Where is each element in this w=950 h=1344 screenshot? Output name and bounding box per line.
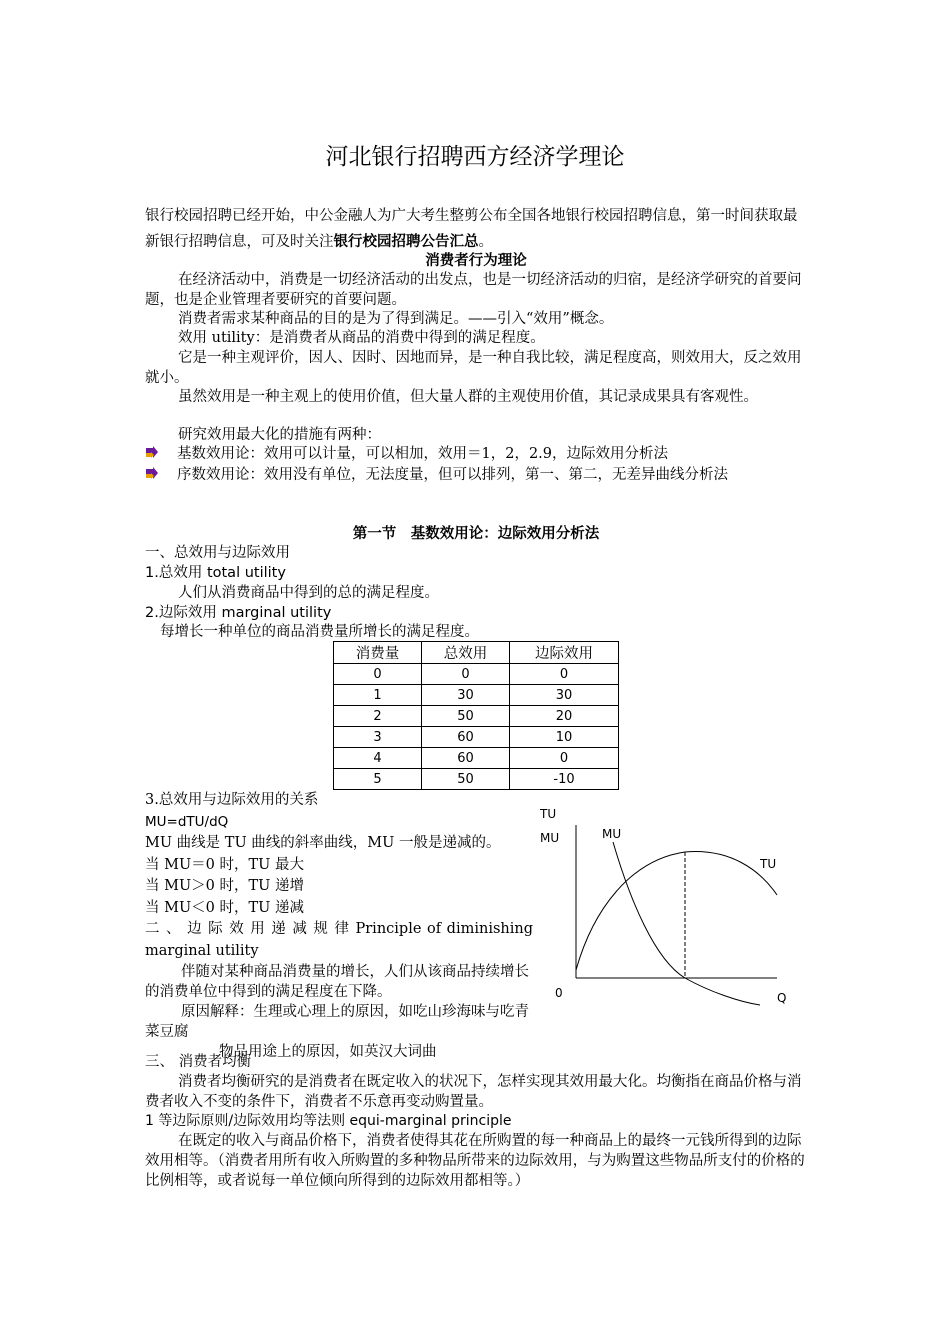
- law-text-1: 伴随对某种商品消费量的增长，人们从该商品持续增长的消费单位中得到的满足程度在下降。: [145, 964, 529, 1000]
- tu-mu-graph: [535, 800, 805, 1010]
- relation-heading: 3.总效用与边际效用的关系: [145, 792, 319, 808]
- total-utility-definition: 人们从消费商品中得到的总的满足程度。: [178, 585, 439, 601]
- equilibrium-heading: 三、 消费者均衡: [145, 1054, 252, 1070]
- paragraph-3: 效用 utility：是消费者从商品的消费中得到的满足程度。: [178, 330, 545, 346]
- origin-label: 0: [555, 986, 563, 1000]
- tu-curve: [576, 852, 777, 970]
- table-cell: 10: [510, 727, 619, 748]
- utility-table: [333, 641, 619, 790]
- relation-line-2: 当 MU＝0 时，TU 最大: [145, 856, 305, 873]
- table-cell: 60: [422, 727, 510, 748]
- relation-line-3: 当 MU＞0 时，TU 递增: [145, 878, 305, 894]
- tu-curve-label: TU: [760, 857, 777, 871]
- table-header-row: [334, 642, 619, 664]
- table-cell: -10: [510, 769, 619, 790]
- table-cell: 0: [510, 748, 619, 769]
- paragraph-6: 研究效用最大化的措施有两种：: [178, 427, 381, 443]
- intro-text: 银行校园招聘已经开始，中公金融人为广大考生整剪公布全国各地银行校园招聘信息，第一时间获取最新银行招聘信息，可及时关注: [145, 208, 798, 250]
- equi-marginal-text: 在既定的收入与商品价格下，消费者使得其花在所购置的每一种商品上的最终一元钱所得到的边际效用相等。（消费者用所有收入所购置的多种物品所带来的边际效用，与为购置这些物品所支付的价格的比例相等，或者说每一单位倾向所得到的边际效用都相等。）: [145, 1133, 805, 1189]
- table-cell: 0: [510, 664, 619, 685]
- marginal-utility-definition: 每增长一种单位的商品消费量所增长的满足程度。: [160, 624, 479, 640]
- page-title: 河北银行招聘西方经济学理论: [325, 144, 625, 170]
- table-cell: 4: [334, 748, 422, 769]
- table-cell: 1: [334, 685, 422, 706]
- subheading-marginal-utility: 2.边际效用 marginal utility: [145, 605, 332, 621]
- table-cell: 20: [510, 706, 619, 727]
- mu-curve-label: MU: [602, 827, 622, 841]
- bullet-cardinal-utility: 基数效用论：效用可以计量，可以相加，效用＝1，2，2.9，边际效用分析法: [177, 446, 669, 462]
- table-row: [334, 769, 619, 790]
- y-label-tu: TU: [540, 807, 557, 821]
- paragraph-2: 消费者需求某种商品的目的是为了得到满足。——引入“效用”概念。: [178, 311, 614, 327]
- y-label-mu: MU: [540, 831, 560, 845]
- arrow-bullet-icon: [145, 467, 159, 481]
- table-header: 总效用: [422, 642, 510, 664]
- equilibrium-text: 消费者均衡研究的是消费者在既定收入的状况下，怎样实现其效用最大化。均衡指在商品价格与消费者收入不变的条件下，消费者不乐意再变动购置量。: [145, 1074, 802, 1110]
- table-cell: 30: [510, 685, 619, 706]
- table-cell: 5: [334, 769, 422, 790]
- relation-line-1: MU 曲线是 TU 曲线的斜率曲线，MU 一般是递减的。: [145, 835, 501, 851]
- table-cell: 60: [422, 748, 510, 769]
- law-text-3: 物品用途上的原因，如英汉大词曲: [219, 1044, 437, 1060]
- relation-line-4: 当 MU＜0 时，TU 递减: [145, 899, 305, 916]
- heading-consumer-behavior: 消费者行为理论: [425, 252, 527, 269]
- intro-end: 。: [478, 234, 493, 250]
- table-cell: 0: [422, 664, 510, 685]
- table-header: 消费量: [334, 642, 422, 664]
- paragraph-1: 在经济活动中，消费是一切经济活动的出发点，也是一切经济活动的归宿，是经济学研究的首要问题，也是企业管理者要研究的首要问题。: [145, 272, 802, 308]
- arrow-bullet-icon: [145, 446, 159, 460]
- relation-block: [145, 790, 533, 1062]
- mu-curve: [613, 842, 760, 1005]
- paragraph-4: 它是一种主观评价，因人、因时、因地而异，是一种自我比较，满足程度高，则效用大，反之效用就小。: [145, 350, 802, 386]
- bank-recruit-link[interactable]: 银行校园招聘公告汇总: [333, 233, 479, 250]
- table-header: 边际效用: [510, 642, 619, 664]
- table-cell: 50: [422, 769, 510, 790]
- table-cell: 0: [334, 664, 422, 685]
- section-1-heading: 第一节 基数效用论：边际效用分析法: [352, 525, 600, 542]
- table-row: [334, 664, 619, 685]
- table-cell: 50: [422, 706, 510, 727]
- table-cell: 2: [334, 706, 422, 727]
- bullet-ordinal-utility: 序数效用论：效用没有单位，无法度量，但可以排列，第一、第二，无差异曲线分析法: [177, 467, 728, 483]
- equi-marginal-heading: 1 等边际原则/边际效用均等法则 equi-marginal principle: [145, 1113, 512, 1129]
- intro-paragraph: [145, 203, 807, 255]
- law-text-2: 原因解释：生理或心理上的原因，如吃山珍海味与吃青菜豆腐: [145, 1004, 529, 1040]
- subheading-total-utility: 1.总效用 total utility: [145, 565, 286, 581]
- table-row: [334, 748, 619, 769]
- relation-formula: MU=dTU/dQ: [145, 813, 229, 830]
- paragraph-5: 虽然效用是一种主观上的使用价值，但大量人群的主观使用价值，其记录成果具有客观性。: [178, 389, 758, 405]
- table-row: [334, 706, 619, 727]
- table-row: [334, 685, 619, 706]
- table-cell: 30: [422, 685, 510, 706]
- subheading-total-marginal: 一、总效用与边际效用: [145, 545, 290, 561]
- x-label-q: Q: [777, 991, 787, 1005]
- table-cell: 3: [334, 727, 422, 748]
- table-row: [334, 727, 619, 748]
- law-heading: 二 、 边 际 效 用 递 减 规 律 Principle of diminishing marginal utility: [145, 921, 533, 959]
